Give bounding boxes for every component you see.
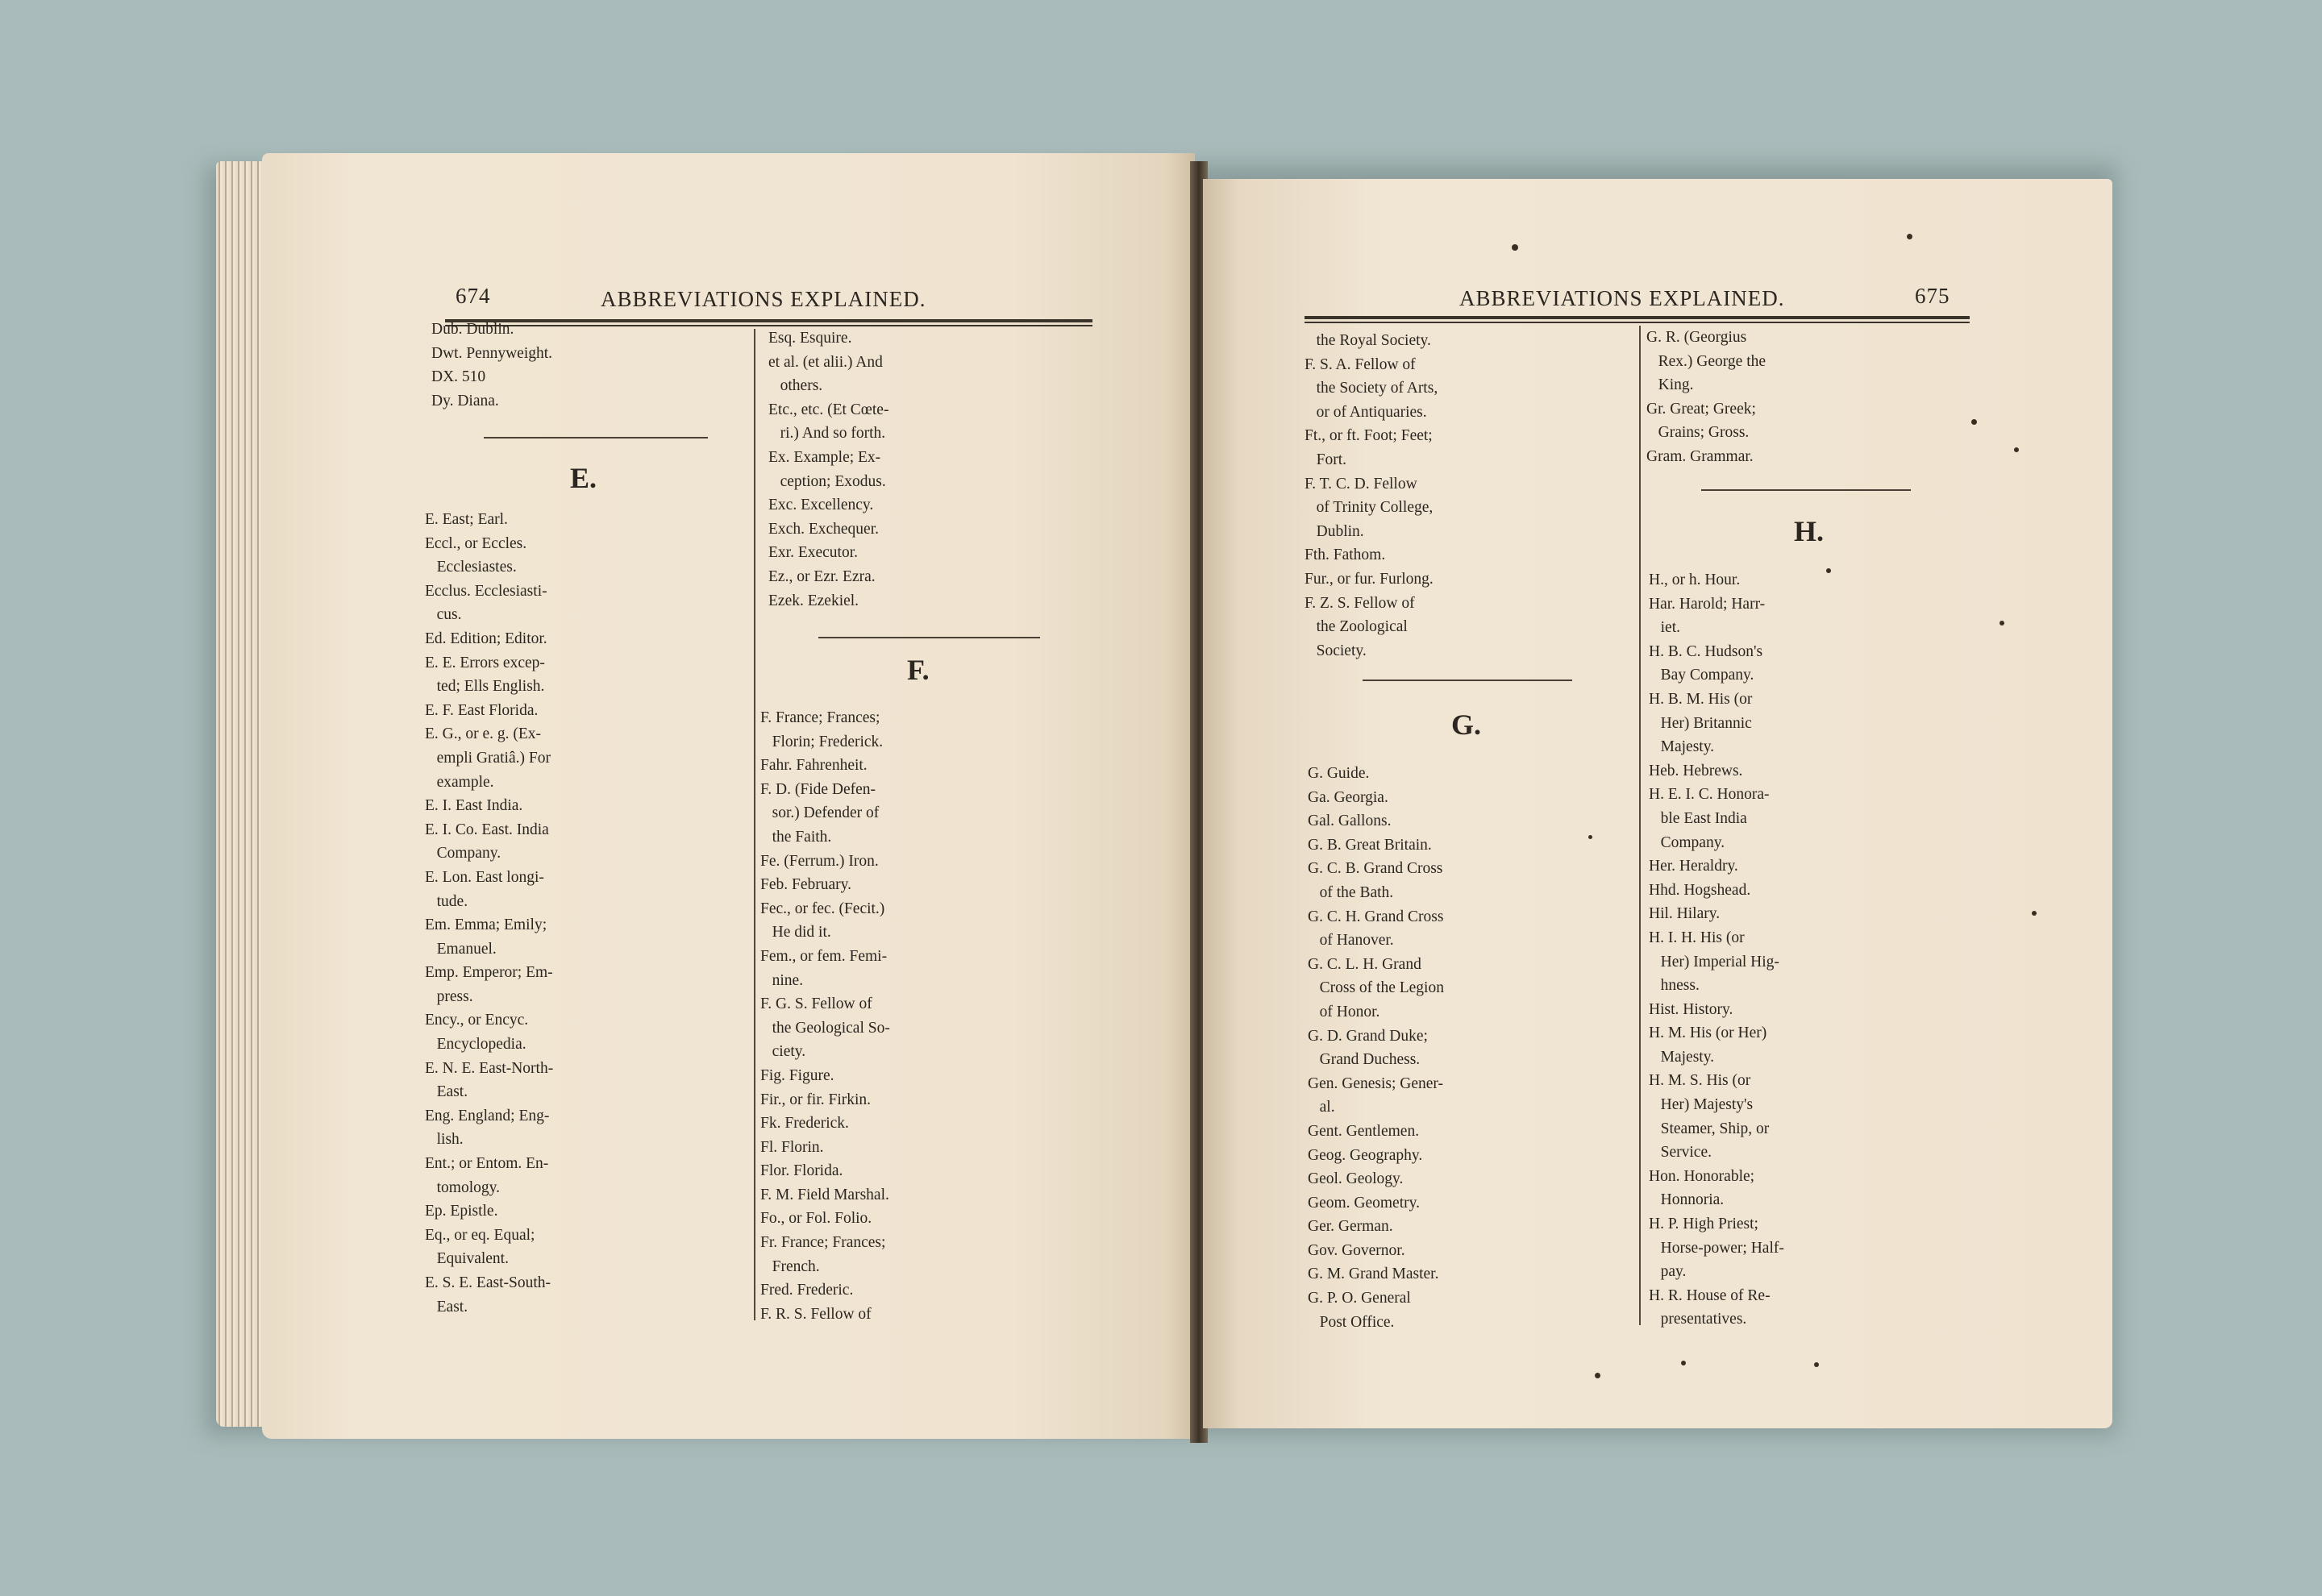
entry: Eccl., or Eccles.: [425, 534, 527, 552]
right-column-divider: [1639, 326, 1641, 1325]
entry: Dublin.: [1305, 522, 1364, 540]
entry: tomology.: [425, 1178, 500, 1196]
entry: Fur., or fur. Furlong.: [1305, 570, 1434, 588]
section-rule: [484, 437, 708, 438]
entry: Fort.: [1305, 451, 1347, 468]
entry: Ecclus. Ecclesiasti-: [425, 582, 547, 600]
section-heading-e: E.: [570, 462, 597, 494]
entry: H. M. His (or Her): [1649, 1025, 1767, 1042]
left-col2-f: [760, 706, 890, 1326]
section-rule: [1701, 489, 1911, 491]
entry: of the Bath.: [1308, 883, 1394, 901]
entry: E. I. East India.: [425, 797, 523, 815]
entry: Etc., etc. (Et Cœte-: [768, 401, 889, 418]
entry: Fem., or fem. Femi-: [760, 947, 888, 965]
entry: H. R. House of Re-: [1649, 1286, 1771, 1304]
entry: Florin; Frederick.: [760, 733, 884, 750]
entry: ted; Ells English.: [425, 678, 545, 696]
entry: E. F. East Florida.: [425, 701, 539, 719]
foxing-spot: [1907, 234, 1912, 239]
entry: cus.: [425, 606, 462, 624]
entry: DX. 510: [431, 368, 486, 386]
entry: Gr. Great; Greek;: [1646, 400, 1756, 418]
entry: Eng. England; Eng-: [425, 1107, 550, 1124]
entry: Ent.; or Entom. En-: [425, 1155, 549, 1173]
entry: French.: [760, 1257, 820, 1275]
right-col2-top: [1646, 326, 1766, 469]
entry: King.: [1646, 376, 1694, 394]
foxing-spot: [1971, 419, 1977, 425]
entry: Fahr. Fahrenheit.: [760, 757, 868, 775]
entry: ble East India: [1649, 809, 1747, 827]
entry: H. B. C. Hudson's: [1649, 642, 1763, 660]
entry: al.: [1308, 1099, 1335, 1116]
entry: E. S. E. East-South-: [425, 1274, 551, 1291]
entry: Eq., or eq. Equal;: [425, 1226, 535, 1244]
entry: E. E. Errors excep-: [425, 654, 545, 671]
entry: Fec., or fec. (Fecit.): [760, 900, 885, 917]
entry: Dy. Diana.: [431, 392, 499, 409]
entry: East.: [425, 1298, 468, 1315]
entry: Fred. Frederic.: [760, 1282, 854, 1299]
entry: Ed. Edition; Editor.: [425, 630, 547, 647]
entry: F. S. A. Fellow of: [1305, 355, 1416, 373]
entry: F. R. S. Fellow of: [760, 1305, 872, 1323]
entry: Dwt. Pennyweight.: [431, 344, 553, 362]
entry: Her. Heraldry.: [1649, 858, 1738, 875]
entry: Society.: [1305, 642, 1367, 659]
entry: G. C. B. Grand Cross: [1308, 860, 1443, 878]
entry: of Honor.: [1308, 1003, 1380, 1020]
section-heading-f: F.: [907, 654, 930, 686]
entry: Ep. Epistle.: [425, 1203, 498, 1220]
entry: of Hanover.: [1308, 932, 1394, 950]
entry: Ecclesiastes.: [425, 559, 517, 576]
entry: G. R. (Georgius: [1646, 329, 1747, 346]
left-col1-e: [425, 508, 553, 1319]
right-page-number: 675: [1915, 284, 1950, 308]
section-rule: [818, 637, 1040, 638]
entry: ception; Exodus.: [768, 472, 886, 490]
entry: E. I. Co. East. India: [425, 821, 549, 838]
entry: Majesty.: [1649, 1048, 1715, 1066]
right-col1-top: [1305, 329, 1438, 663]
entry: Fk. Frederick.: [760, 1115, 849, 1133]
entry: Majesty.: [1649, 738, 1715, 756]
entry: press.: [425, 987, 473, 1005]
entry: F. M. Field Marshal.: [760, 1186, 889, 1203]
entry: Ezek. Ezekiel.: [768, 592, 859, 609]
right-running-head: ABBREVIATIONS EXPLAINED.: [1459, 286, 1785, 310]
entry: sor.) Defender of: [760, 804, 880, 822]
entry: H. M. S. His (or: [1649, 1072, 1751, 1090]
entry: Feb. February.: [760, 876, 852, 894]
entry: Rex.) George the: [1646, 352, 1766, 370]
entry: Gal. Gallons.: [1308, 813, 1392, 830]
entry: Ex. Example; Ex-: [768, 448, 881, 466]
entry: the Zoological: [1305, 618, 1408, 636]
right-header-rule: [1305, 316, 1970, 319]
left-page: [262, 153, 1195, 1439]
entry: H. E. I. C. Honora-: [1649, 786, 1770, 804]
entry: Fig. Figure.: [760, 1066, 834, 1084]
entry: lish.: [425, 1131, 464, 1149]
foxing-spot: [1814, 1362, 1819, 1367]
entry: H., or h. Hour.: [1649, 571, 1741, 588]
entry: E. East; Earl.: [425, 511, 508, 528]
entry: E. G., or e. g. (Ex-: [425, 725, 542, 743]
entry: tude.: [425, 892, 468, 910]
entry: G. Guide.: [1308, 765, 1370, 782]
entry: Encyclopedia.: [425, 1036, 526, 1054]
left-col1-top: [431, 318, 552, 413]
entry: He did it.: [760, 924, 831, 941]
foxing-spot: [2032, 911, 2037, 916]
entry: Har. Harold; Harr-: [1649, 595, 1766, 613]
entry: Cross of the Legion: [1308, 979, 1444, 997]
entry: F. D. (Fide Defen-: [760, 780, 876, 798]
left-col2-top: [768, 326, 888, 613]
entry: G. C. H. Grand Cross: [1308, 908, 1444, 925]
entry: Ft., or ft. Foot; Feet;: [1305, 427, 1433, 445]
entry: E. Lon. East longi-: [425, 868, 544, 886]
entry: G. D. Grand Duke;: [1308, 1027, 1428, 1045]
entry: Geom. Geometry.: [1308, 1194, 1420, 1212]
entry: example.: [425, 773, 494, 791]
entry: Geog. Geography.: [1308, 1146, 1423, 1164]
entry: Equivalent.: [425, 1250, 509, 1268]
entry: H. B. M. His (or: [1649, 690, 1753, 708]
entry: the Royal Society.: [1305, 332, 1431, 349]
entry: Hhd. Hogshead.: [1649, 881, 1751, 899]
entry: Emp. Emperor; Em-: [425, 964, 553, 982]
entry: Grand Duchess.: [1308, 1051, 1421, 1069]
entry: Geol. Geology.: [1308, 1170, 1404, 1188]
entry: G. P. O. General: [1308, 1290, 1411, 1307]
section-rule: [1363, 680, 1572, 681]
entry: Gent. Gentlemen.: [1308, 1122, 1420, 1140]
entry: Heb. Hebrews.: [1649, 762, 1743, 779]
entry: Hil. Hilary.: [1649, 905, 1721, 923]
entry: Exr. Executor.: [768, 544, 859, 562]
entry: F. G. S. Fellow of: [760, 995, 872, 1013]
entry: Fr. France; Frances;: [760, 1234, 886, 1252]
entry: Flor. Florida.: [760, 1162, 843, 1180]
entry: nine.: [760, 971, 804, 989]
entry: pay.: [1649, 1263, 1687, 1281]
entry: Company.: [1649, 833, 1725, 851]
entry: Esq. Esquire.: [768, 330, 852, 347]
entry: Honnoria.: [1649, 1191, 1725, 1209]
entry: Exc. Excellency.: [768, 497, 874, 514]
entry: G. C. L. H. Grand: [1308, 955, 1421, 973]
section-heading-g: G.: [1451, 709, 1482, 741]
entry: East.: [425, 1083, 468, 1101]
entry: H. I. H. His (or: [1649, 929, 1745, 946]
foxing-spot: [1512, 244, 1518, 251]
entry: Emanuel.: [425, 940, 497, 958]
entry: or of Antiquaries.: [1305, 403, 1427, 421]
entry: Company.: [425, 845, 501, 862]
entry: Her) Majesty's: [1649, 1096, 1754, 1114]
entry: Bay Company.: [1649, 667, 1754, 684]
entry: hness.: [1649, 977, 1700, 995]
entry: the Faith.: [760, 828, 832, 846]
left-page-number: 674: [456, 284, 491, 308]
entry: Gen. Genesis; Gener-: [1308, 1074, 1444, 1092]
foxing-spot: [2000, 621, 2004, 626]
entry: G. B. Great Britain.: [1308, 836, 1432, 854]
left-column-divider: [754, 329, 755, 1320]
entry: the Geological So-: [760, 1019, 890, 1037]
entry: H. P. High Priest;: [1649, 1216, 1758, 1233]
entry: Fo., or Fol. Folio.: [760, 1210, 872, 1228]
foxing-spot: [1588, 835, 1592, 839]
entry: Exch. Exchequer.: [768, 520, 879, 538]
entry: Her) Britannic: [1649, 714, 1752, 732]
entry: Hist. History.: [1649, 1000, 1733, 1018]
entry: Em. Emma; Emily;: [425, 916, 547, 934]
foxing-spot: [1595, 1373, 1600, 1378]
entry: others.: [768, 377, 823, 395]
entry: ciety.: [760, 1043, 806, 1061]
entry: the Society of Arts,: [1305, 380, 1438, 397]
foxing-spot: [1681, 1361, 1686, 1365]
entry: Horse-power; Half-: [1649, 1239, 1784, 1257]
entry: Her) Imperial Hig-: [1649, 953, 1779, 970]
entry: of Trinity College,: [1305, 499, 1434, 517]
entry: E. N. E. East-North-: [425, 1059, 554, 1077]
right-col1-g: [1308, 762, 1444, 1334]
entry: Ger. German.: [1308, 1218, 1393, 1236]
entry: Service.: [1649, 1144, 1712, 1162]
entry: Steamer, Ship, or: [1649, 1120, 1770, 1137]
foxing-spot: [2014, 447, 2019, 452]
foxing-spot: [1826, 568, 1831, 573]
entry: G. M. Grand Master.: [1308, 1266, 1439, 1283]
entry: Fir., or fir. Firkin.: [760, 1091, 872, 1108]
entry: Post Office.: [1308, 1313, 1395, 1331]
entry: F. T. C. D. Fellow: [1305, 475, 1417, 493]
entry: Fth. Fathom.: [1305, 547, 1386, 564]
left-running-head: ABBREVIATIONS EXPLAINED.: [601, 287, 926, 311]
entry: Grains; Gross.: [1646, 424, 1750, 442]
right-col2-h: [1649, 568, 1784, 1332]
entry: empli Gratiâ.) For: [425, 749, 551, 767]
entry: Ga. Georgia.: [1308, 788, 1388, 806]
entry: Dub. Dublin.: [431, 321, 514, 338]
entry: F. France; Frances;: [760, 709, 880, 726]
entry: Hon. Honorable;: [1649, 1167, 1755, 1185]
right-header-rule-2: [1305, 322, 1970, 323]
entry: Ez., or Ezr. Ezra.: [768, 567, 876, 585]
section-heading-h: H.: [1794, 515, 1825, 547]
entry: Fe. (Ferrum.) Iron.: [760, 852, 879, 870]
entry: Fl. Florin.: [760, 1138, 824, 1156]
entry: iet.: [1649, 619, 1680, 637]
entry: Gov. Governor.: [1308, 1241, 1405, 1259]
entry: Gram. Grammar.: [1646, 447, 1754, 465]
entry: ri.) And so forth.: [768, 425, 886, 443]
entry: presentatives.: [1649, 1311, 1747, 1328]
entry: Ency., or Encyc.: [425, 1012, 529, 1029]
entry: F. Z. S. Fellow of: [1305, 594, 1415, 612]
entry: et al. (et alii.) And: [768, 353, 883, 371]
